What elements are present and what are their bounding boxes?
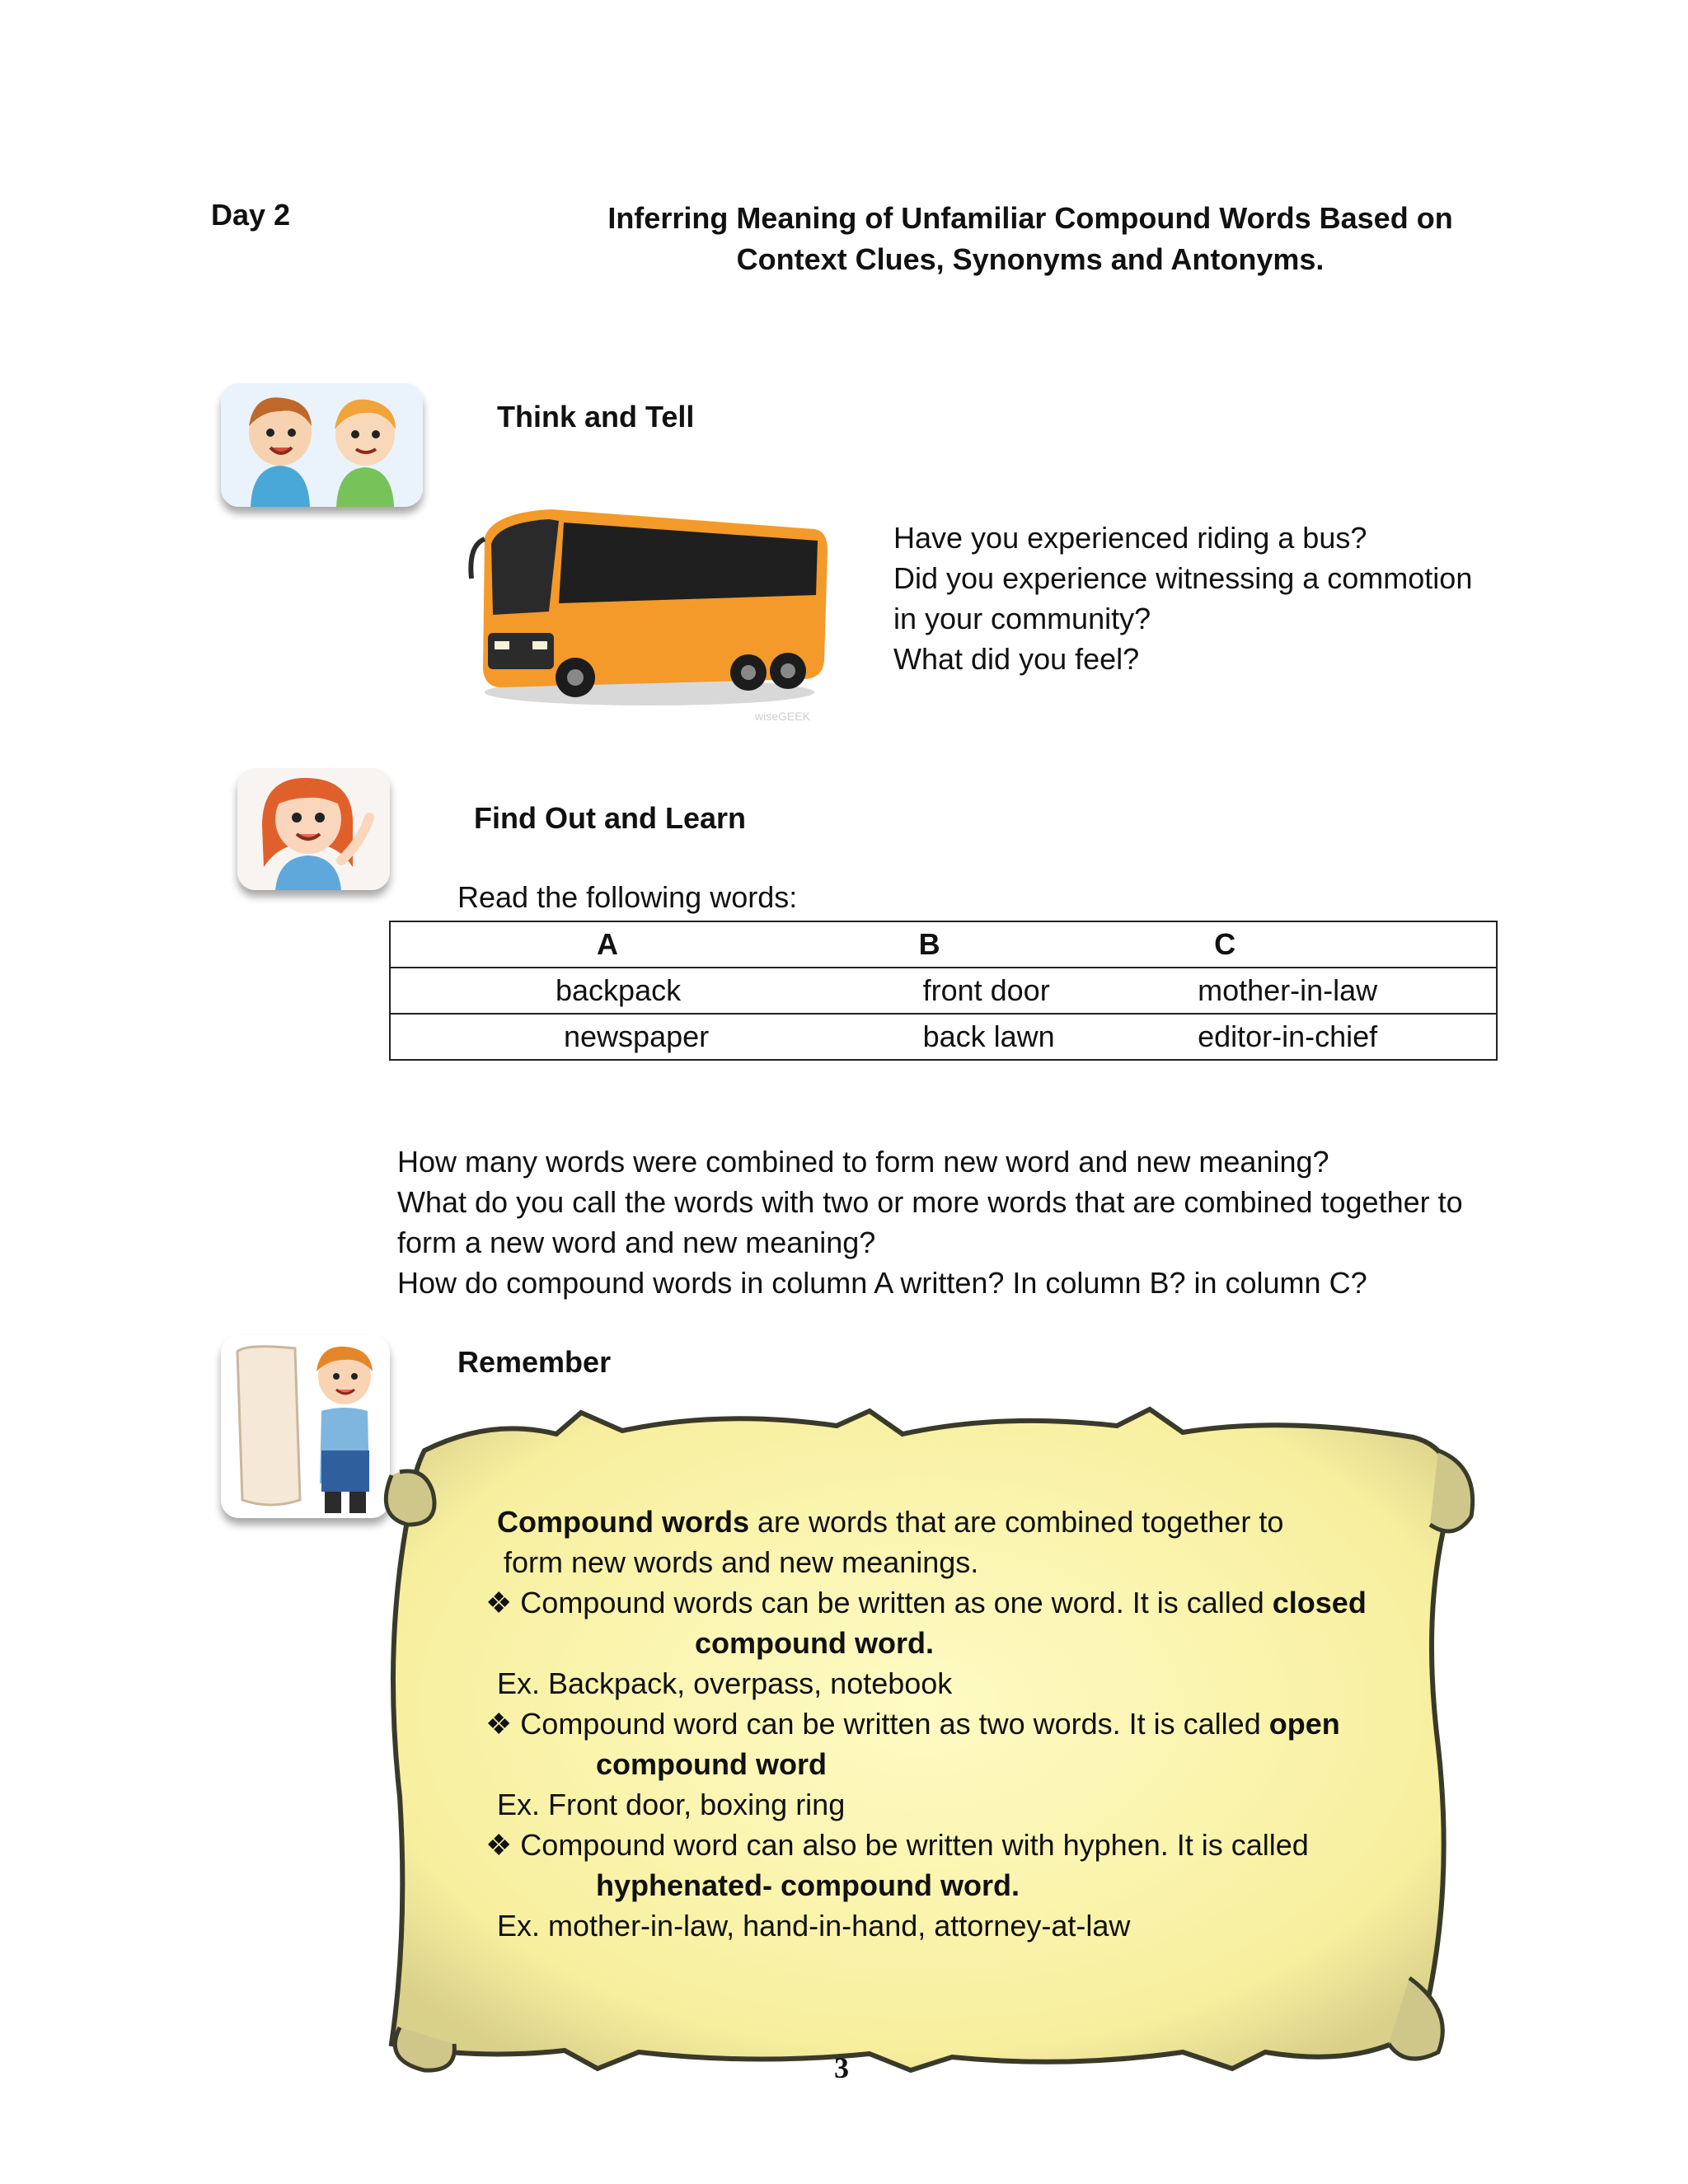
table-cell: mother-in-law [1148,968,1497,1014]
table-row [390,968,1497,1014]
find-out-questions [397,1141,1463,1303]
column-header-a: A [390,921,874,968]
question-line: What do you call the words with two or more words that are combined together to [397,1185,1463,1219]
table-header-row [390,921,1497,968]
bullet-text: Compound word can also be written with hyphen. It is called [520,1828,1309,1862]
boy-with-scroll-icon [221,1335,390,1518]
think-and-tell-heading: Think and Tell [497,400,695,434]
remember-content [485,1502,1445,1946]
remember-heading: Remember [457,1345,612,1379]
bullet-closed [485,1582,1445,1623]
question-line: How do compound words in column A written? In column B? in column C? [397,1266,1367,1300]
example-open: Ex. Front door, boxing ring [497,1788,846,1821]
column-header-c: C [1148,921,1497,968]
question-line: Have you experienced riding a bus? [893,521,1367,555]
title-line-1: Inferring Meaning of Unfamiliar Compound Words Based on [607,201,1453,235]
diamond-bullet-icon: ❖ [485,1828,513,1862]
table-cell: editor-in-chief [1148,1014,1497,1060]
table-cell: backpack [390,968,874,1014]
term-compound-words: Compound words [497,1505,749,1539]
question-line: Did you experience witnessing a commotion [893,561,1473,595]
example-hyphenated: Ex. mother-in-law, hand-in-hand, attorney-at-law [497,1909,1131,1943]
term-closed: closed [1272,1586,1367,1619]
bullet-hyphenated [485,1825,1445,1865]
term-open: open [1268,1707,1340,1741]
diamond-bullet-icon: ❖ [485,1586,513,1619]
bullet-text: Compound word can be written as two words. It is called [520,1707,1269,1741]
table-instruction: Read the following words: [457,880,798,914]
find-out-heading: Find Out and Learn [474,801,746,835]
definition-text: are words that are combined together to [748,1505,1284,1539]
title-line-2: Context Clues, Synonyms and Antonyms. [736,242,1325,276]
page-number: 3 [834,2051,849,2084]
column-header-b: B [874,921,1149,968]
table-cell: back lawn [874,1014,1149,1060]
example-closed: Ex. Backpack, overpass, notebook [497,1666,953,1700]
image-watermark: wiseGEEK [755,710,810,723]
bus-image [452,471,832,727]
question-line: form a new word and new meaning? [397,1226,876,1259]
think-and-tell-questions [893,518,1472,679]
day-label: Day 2 [211,198,291,232]
table-cell: newspaper [390,1014,874,1060]
definition-line-2: form new words and new meanings. [504,1545,979,1579]
question-line: How many words were combined to form new word and new meaning? [397,1145,1329,1179]
bullet-closed-cont: compound word. [695,1626,934,1660]
question-line: What did you feel? [893,642,1140,676]
question-line: in your community? [893,602,1151,635]
compound-words-table [389,921,1498,1061]
bullet-text: Compound words can be written as one word. It is called [520,1586,1273,1619]
bullet-open-cont: compound word [596,1747,827,1781]
bullet-hyphenated-cont: hyphenated- compound word. [596,1868,1020,1902]
two-kids-icon [221,383,423,507]
girl-waving-icon [237,768,390,890]
table-cell: front door [874,968,1149,1014]
table-row [390,1014,1497,1060]
diamond-bullet-icon: ❖ [485,1707,513,1741]
page-title [528,198,1533,280]
definition-line-1 [497,1502,1445,1542]
bullet-open [485,1704,1445,1744]
